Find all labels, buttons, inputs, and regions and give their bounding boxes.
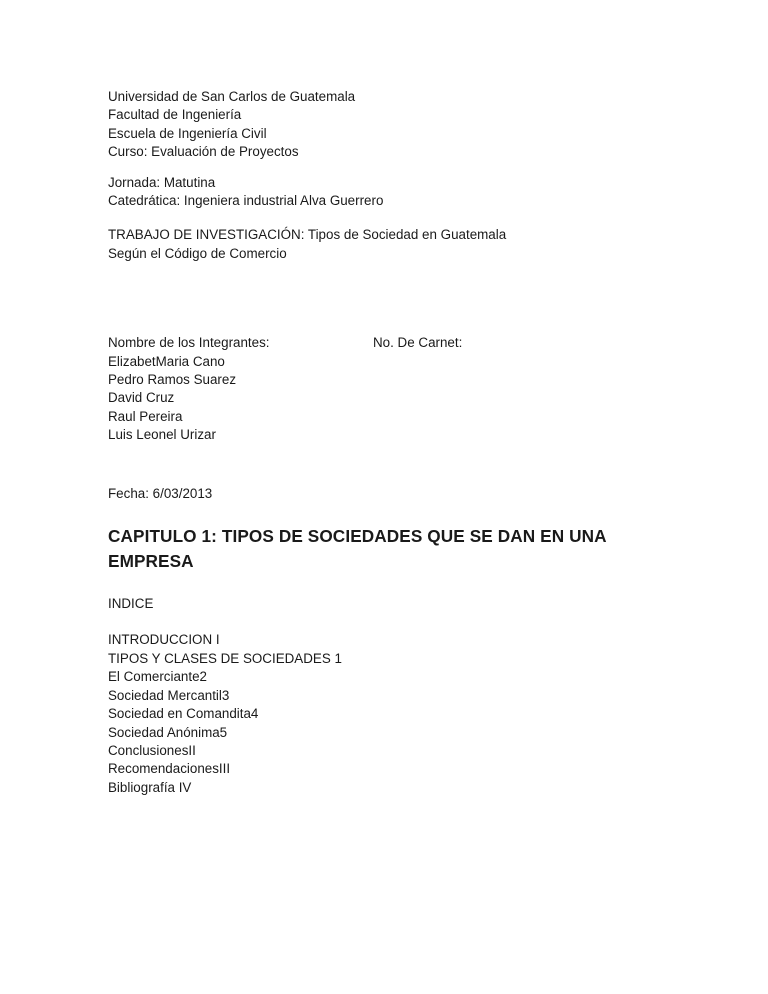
index-heading: INDICE (108, 596, 154, 612)
index-entry: RecomendacionesIII (108, 761, 231, 777)
spacer (108, 445, 708, 485)
spacer (108, 162, 708, 174)
header-block (108, 88, 708, 162)
member-name: ElizabetMaria Cano (108, 353, 225, 369)
index-entry: El Comerciante2 (108, 669, 207, 685)
member-name: Luis Leonel Urizar (108, 427, 216, 443)
spacer (108, 263, 708, 334)
faculty-name: Facultad de Ingeniería (108, 107, 242, 123)
spacer (108, 574, 708, 595)
index-list (108, 631, 708, 797)
university-name: Universidad de San Carlos de Guatemala (108, 89, 356, 104)
index-entry: Sociedad Anónima5 (108, 724, 228, 740)
spacer (108, 503, 708, 524)
index-entry: TIPOS Y CLASES DE SOCIEDADES 1 (108, 650, 342, 666)
index-entry: ConclusionesII (108, 742, 196, 758)
members-name-header: Nombre de los Integrantes: (108, 335, 270, 351)
members-header-row (108, 334, 708, 352)
index-entry: Sociedad en Comandita4 (108, 706, 259, 722)
assignment-title: TRABAJO DE INVESTIGACIÓN: Tipos de Sociedad en Guatemala (108, 227, 507, 243)
members-carnet-header: No. De Carnet: (373, 335, 463, 351)
member-name: David Cruz (108, 390, 175, 406)
school-name: Escuela de Ingeniería Civil (108, 125, 267, 141)
members-block (108, 334, 708, 444)
member-name: Raul Pereira (108, 408, 183, 424)
assignment-subtitle: Según el Código de Comercio (108, 245, 287, 261)
member-name: Pedro Ramos Suarez (108, 372, 237, 388)
instructor-line: Catedrática: Ingeniera industrial Alva Guerrero (108, 193, 384, 209)
assignment-block (108, 226, 708, 263)
chapter-title: CAPITULO 1: TIPOS DE SOCIEDADES QUE SE DAN EN UNA EMPRESA (108, 526, 606, 572)
date-line: Fecha: 6/03/2013 (108, 485, 213, 501)
session-block (108, 174, 708, 211)
index-entry: Bibliografía IV (108, 779, 192, 795)
document-page (108, 88, 708, 797)
course-name: Curso: Evaluación de Proyectos (108, 144, 299, 160)
shift-line: Jornada: Matutina (108, 174, 216, 190)
index-entry: INTRODUCCION I (108, 632, 220, 648)
index-entry: Sociedad Mercantil3 (108, 687, 230, 703)
spacer (108, 613, 708, 631)
spacer (108, 210, 708, 226)
